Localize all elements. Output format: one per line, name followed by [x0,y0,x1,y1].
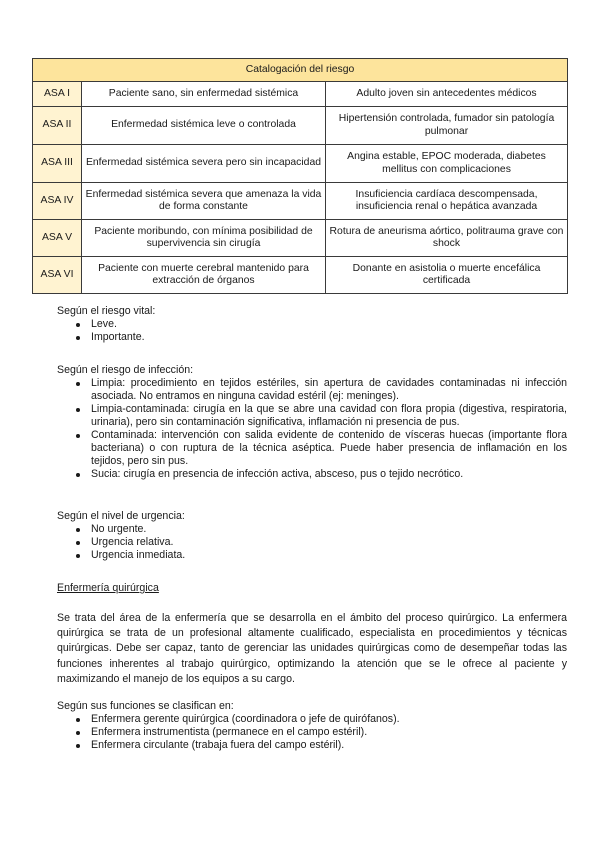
list-item: Leve. [57,318,567,331]
vital-risk-section [57,305,567,344]
example-cell: Adulto joven sin antecedentes médicos [326,82,568,107]
urgency-heading: Según el nivel de urgencia: [57,510,185,522]
list-item: Contaminada: intervención con salida evidente de contenido de vísceras huecas (importante flora bacteriana) o con ruptura de la técnica aséptica. Puede haber presencia de inflamación en los tejidos, pero sin pus. [57,429,567,468]
functions-list [57,713,567,752]
asa-class-cell: ASA III [33,145,82,183]
table-header-row [33,59,568,82]
urgency-list [57,523,567,562]
description-cell: Enfermedad sistémica severa pero sin incapacidad [82,145,326,183]
description-cell: Paciente con muerte cerebral mantenido para extracción de órganos [82,257,326,294]
section-title: Enfermería quirúrgica [57,582,159,594]
infection-risk-section [57,364,567,481]
functions-heading: Según sus funciones se clasifican en: [57,700,234,712]
list-item: Enfermera instrumentista (permanece en el campo estéril). [57,726,567,739]
list-item: Enfermera circulante (trabaja fuera del campo estéril). [57,739,567,752]
table-row [33,82,568,107]
example-cell: Hipertensión controlada, fumador sin patología pulmonar [326,107,568,145]
asa-class-cell: ASA IV [33,183,82,220]
list-item: Sucia: cirugía en presencia de infección activa, absceso, pus o tejido necrótico. [57,468,567,481]
table-row [33,257,568,294]
example-cell: Insuficiencia cardíaca descompensada, insuficiencia renal o hepática avanzada [326,183,568,220]
table-row [33,145,568,183]
description-cell: Enfermedad sistémica severa que amenaza la vida de forma constante [82,183,326,220]
table-title: Catalogación del riesgo [33,59,568,82]
example-cell: Donante en asistolia o muerte encefálica certificada [326,257,568,294]
asa-class-cell: ASA II [33,107,82,145]
surgical-nursing-title-block [57,582,567,595]
surgical-nursing-paragraph-block [57,611,567,687]
vital-risk-heading: Según el riesgo vital: [57,305,156,317]
description-cell: Paciente moribundo, con mínima posibilidad de supervivencia sin cirugía [82,220,326,257]
example-cell: Rotura de aneurisma aórtico, politrauma grave con shock [326,220,568,257]
asa-class-cell: ASA V [33,220,82,257]
example-cell: Angina estable, EPOC moderada, diabetes mellitus con complicaciones [326,145,568,183]
functions-section [57,700,567,752]
list-item: No urgente. [57,523,567,536]
list-item: Urgencia inmediata. [57,549,567,562]
vital-risk-list [57,318,567,344]
infection-risk-list [57,377,567,481]
table-row [33,183,568,220]
asa-class-cell: ASA I [33,82,82,107]
description-cell: Enfermedad sistémica leve o controlada [82,107,326,145]
list-item: Urgencia relativa. [57,536,567,549]
list-item: Limpia: procedimiento en tejidos estériles, sin apertura de cavidades contaminadas ni infección asociada. No entramos en ninguna cavidad estéril (ej: meninges). [57,377,567,403]
table-row [33,220,568,257]
body-paragraph: Se trata del área de la enfermería que se desarrolla en el ámbito del proceso quirúrgico. La enfermera quirúrgica se trata de un profesional altamente cualificado, especialista en procedimientos y técnicas quirúrgicas. Debe ser capaz, tanto de gerenciar las unidades quirúrgicas como de desempeñar todas las funciones inherentes al trabajo quirúrgico, optimizando la atención que se le ofrece al paciente y maximizando el manejo de los equipos a su cargo. [57,612,567,685]
list-item: Enfermera gerente quirúrgica (coordinadora o jefe de quirófanos). [57,713,567,726]
list-item: Limpia-contaminada: cirugía en la que se abre una cavidad con flora propia (digestiva, respiratoria, urinaria), pero sin contaminación significativa, inflamación ni presencia de pus. [57,403,567,429]
description-cell: Paciente sano, sin enfermedad sistémica [82,82,326,107]
urgency-section [57,510,567,562]
table-row [33,107,568,145]
infection-risk-heading: Según el riesgo de infección: [57,364,194,376]
list-item: Importante. [57,331,567,344]
risk-catalog-table [32,58,568,294]
asa-class-cell: ASA VI [33,257,82,294]
